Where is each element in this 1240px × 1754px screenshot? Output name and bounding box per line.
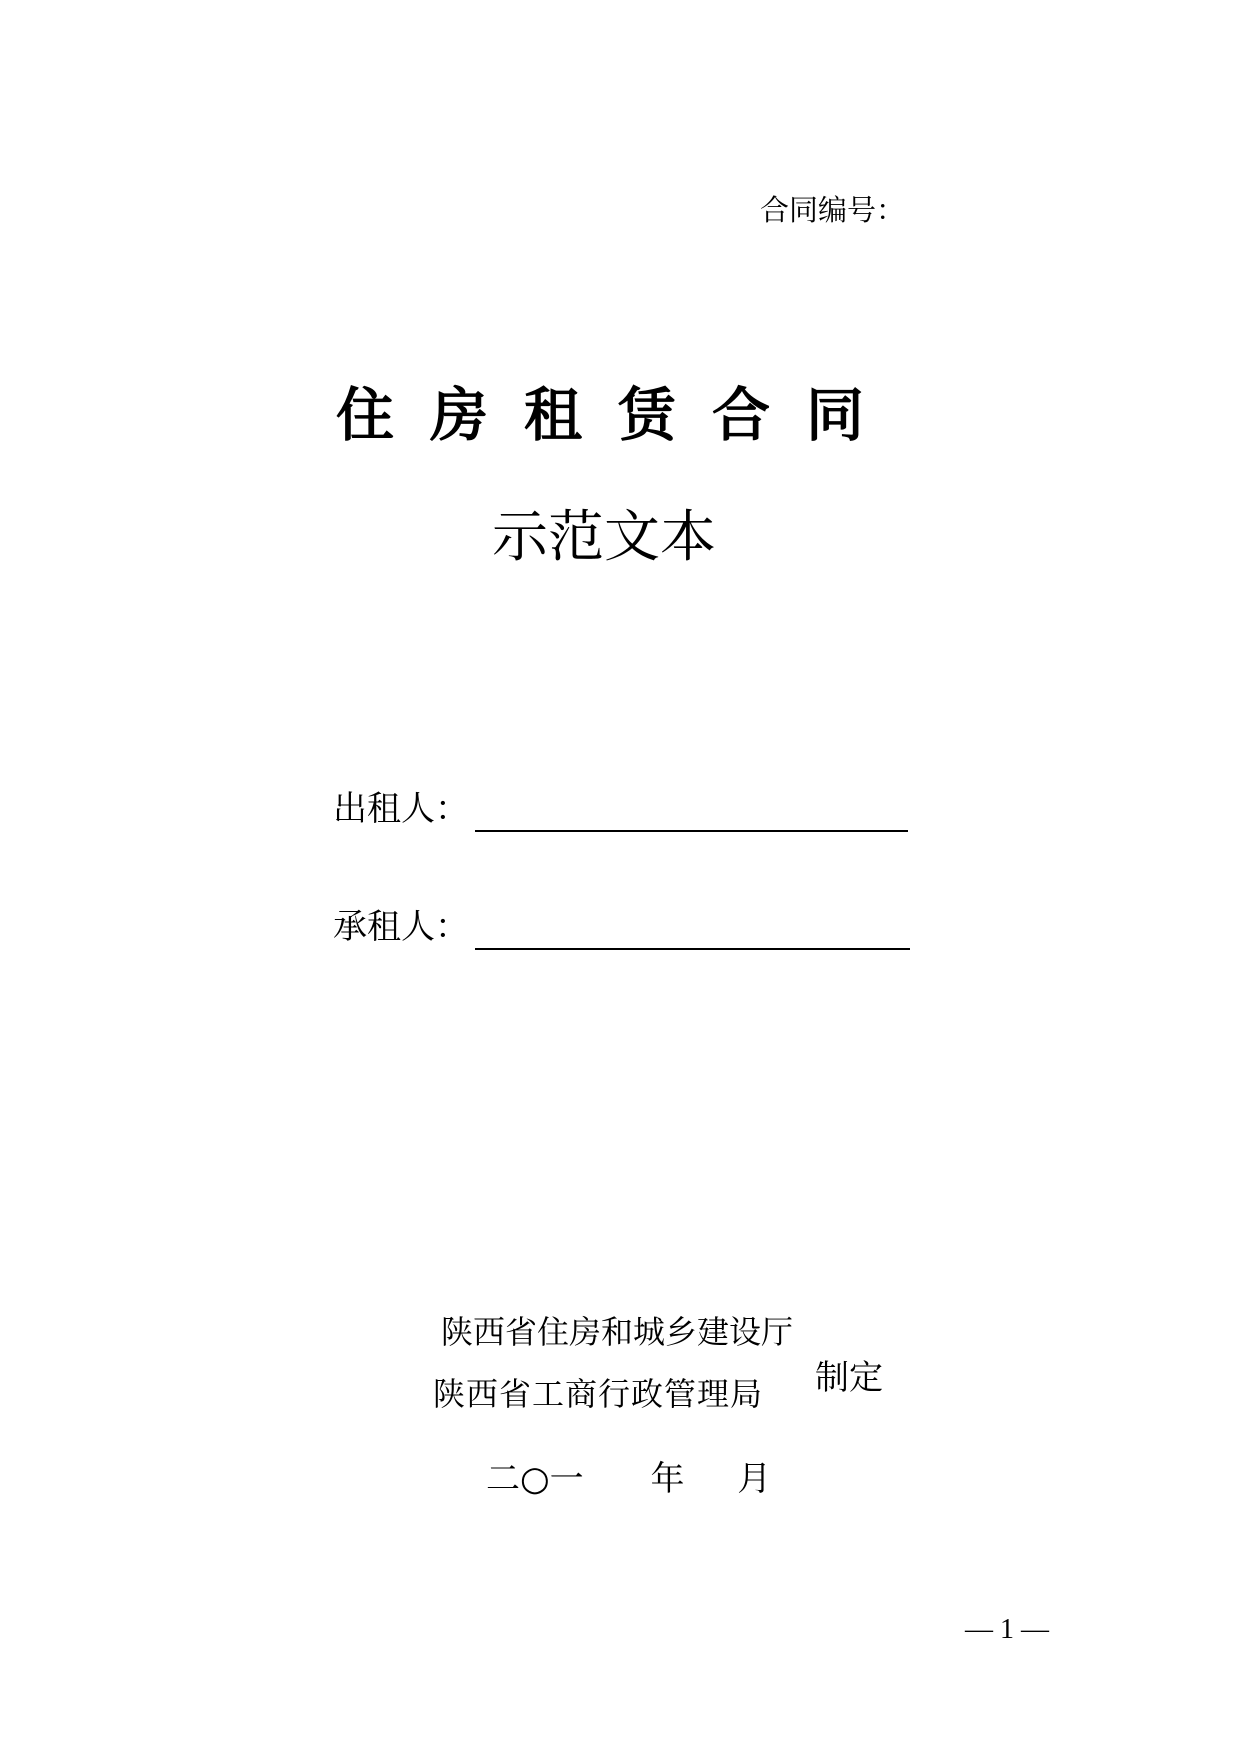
issuer-commerce-bureau: 陕西省工商行政管理局: [433, 1375, 764, 1413]
lessee-label: 承租人：: [333, 907, 469, 947]
issued-by-label: 制定: [815, 1358, 883, 1398]
lessor-blank-line: [475, 830, 908, 832]
issue-date: [486, 1455, 771, 1503]
document-subtitle: 示范文本: [492, 505, 716, 570]
lessor-label: 出租人：: [333, 789, 469, 829]
page-number: — 1 —: [965, 1614, 1049, 1645]
date-year-label: 年: [650, 1459, 685, 1499]
date-month-label: 月: [737, 1459, 772, 1499]
date-year-prefix: 二○一: [486, 1459, 584, 1499]
issuing-authorities: [433, 1310, 933, 1460]
document-title: 住房租赁合同: [335, 381, 900, 449]
lessee-blank-line: [475, 948, 910, 950]
contract-number-label: 合同编号：: [760, 193, 906, 227]
issuer-housing-department: 陕西省住房和城乡建设厅: [441, 1313, 794, 1351]
